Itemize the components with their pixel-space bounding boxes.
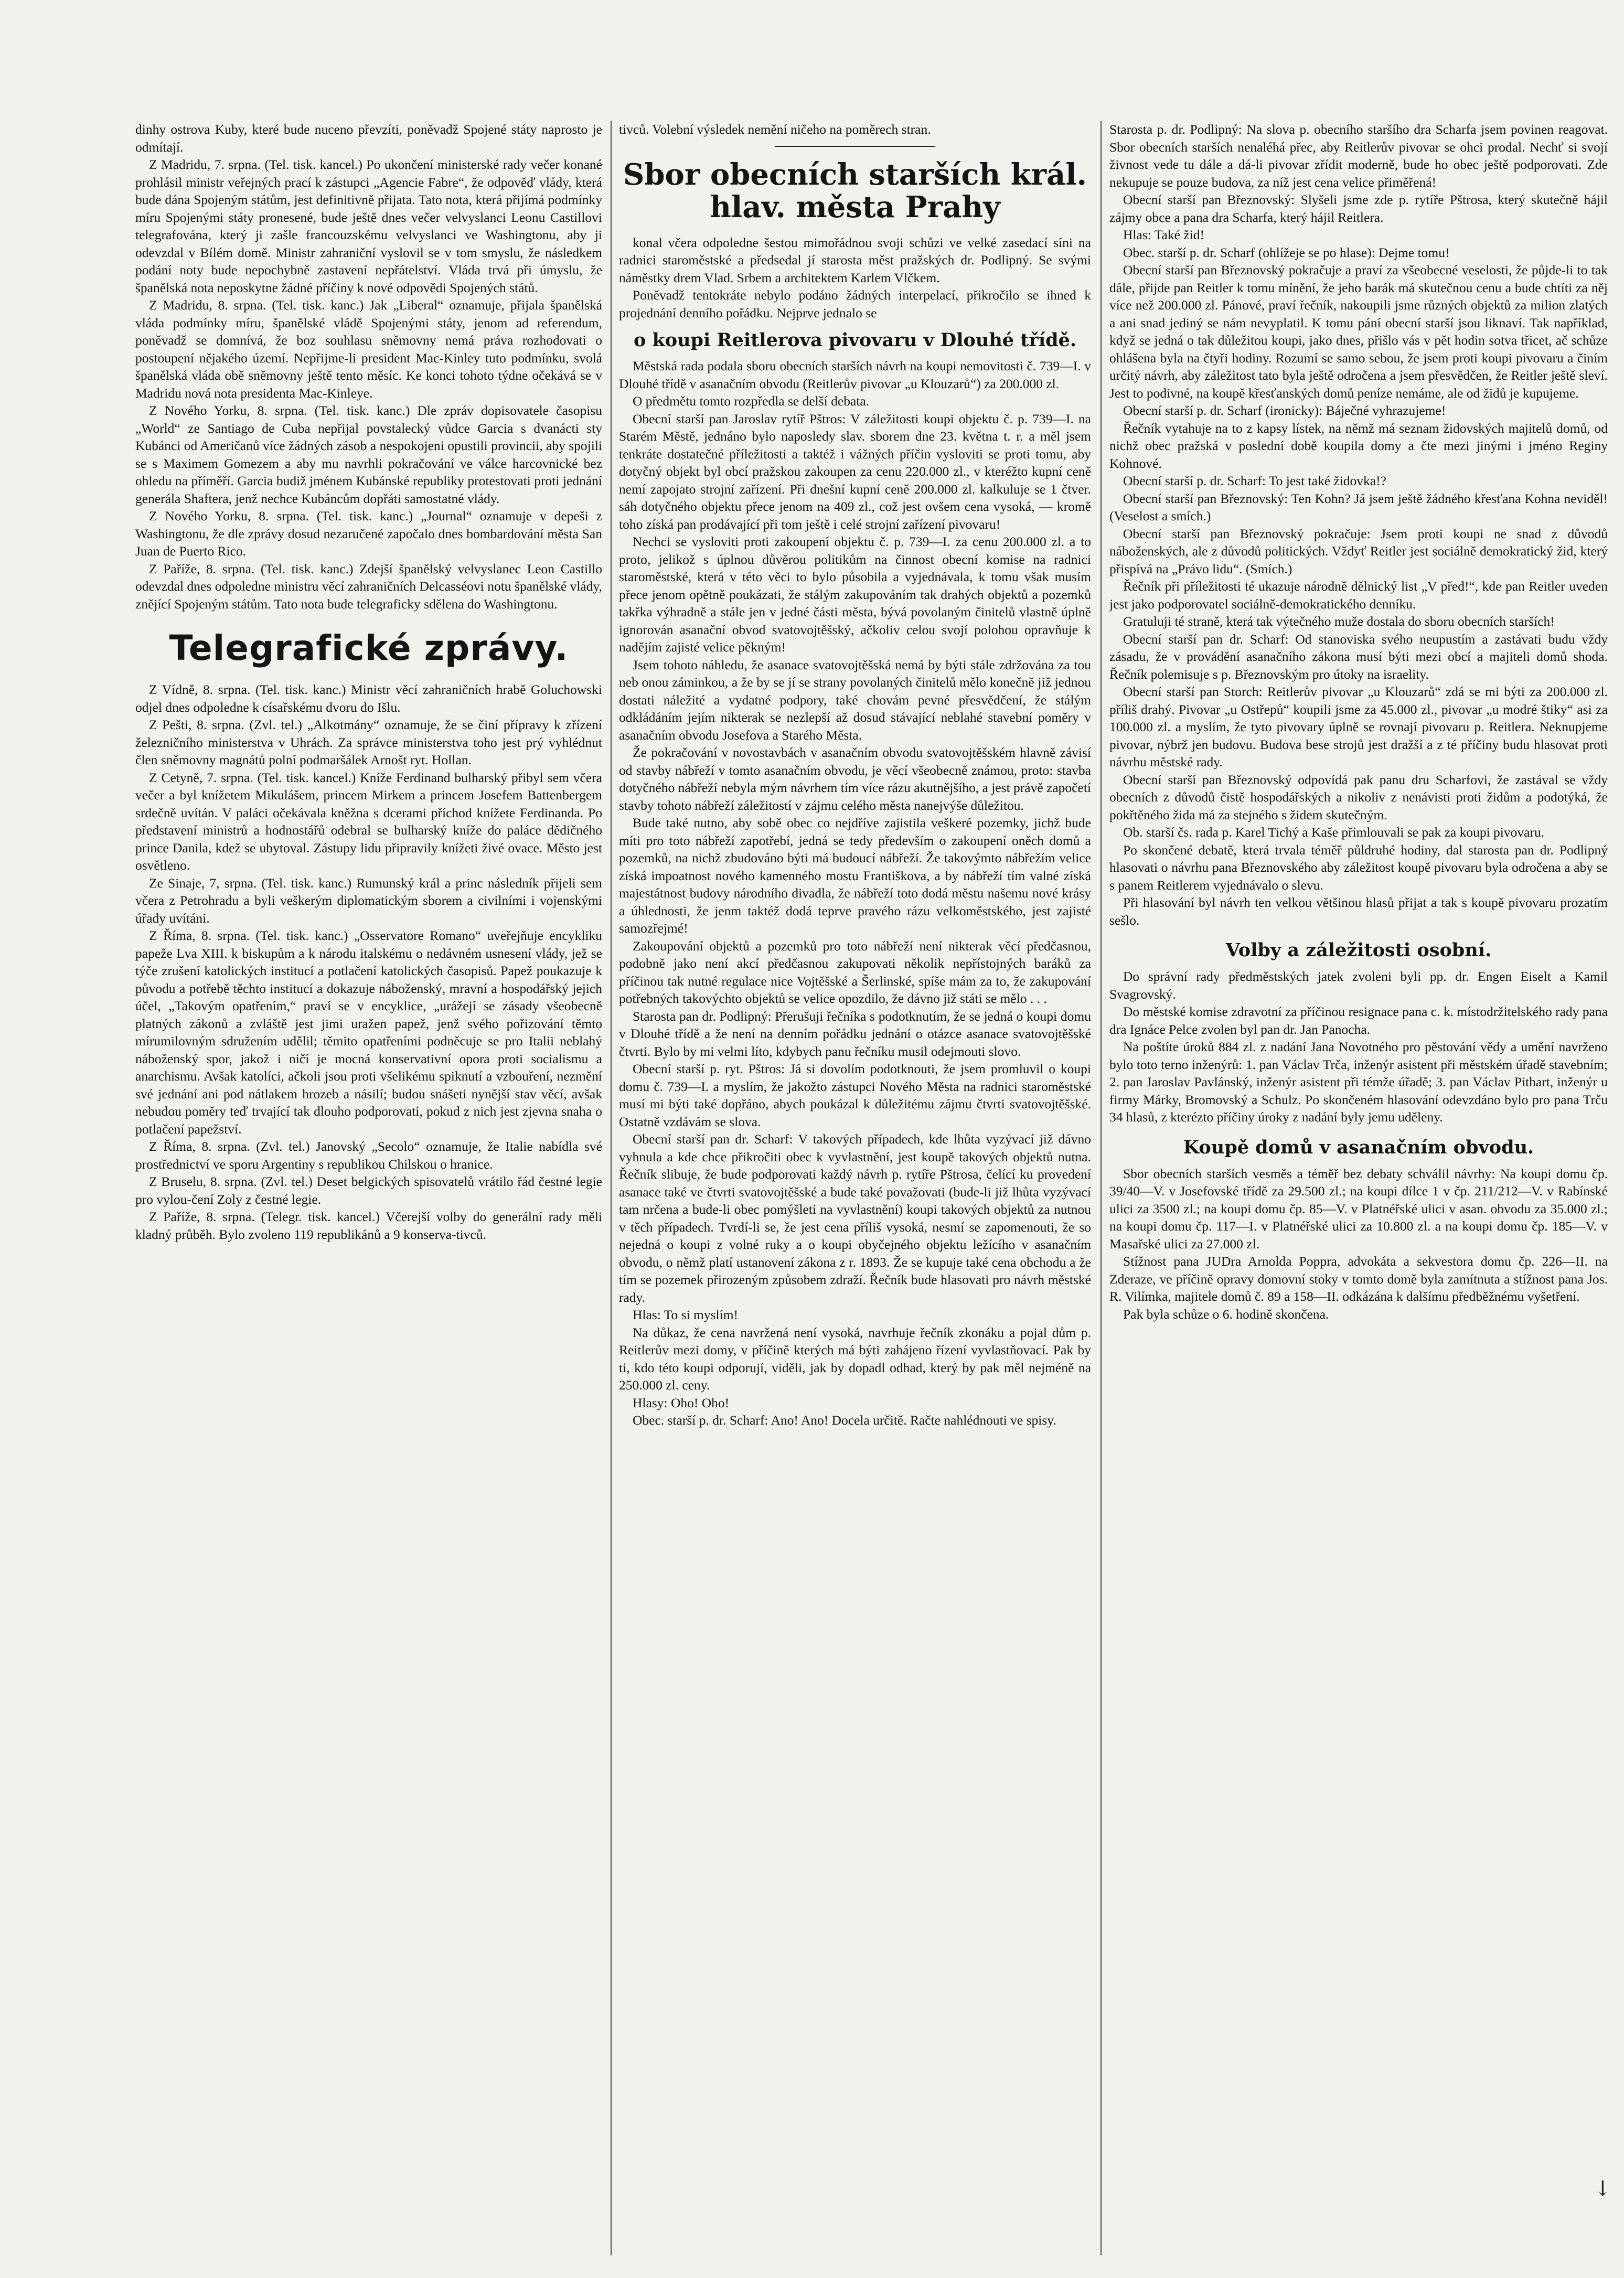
paragraph: Po skončené debatě, která trvala téměř půldruhé hodiny, dal starosta pan dr. Podlipný hlasovati o návrhu pana Březnovského aby záležitost koupě pivovaru byla odročena a aby se s panem Reitlerem vyjednávalo o slevu.: [1109, 842, 1608, 893]
paragraph: Obecní starší pan dr. Scharf: V takových případech, kde lhůta vyzývací již dávno vyhnula a kde chce přikročiti obec k vyvlastnění, jest koupě takových objektů nutna. Řečník slibuje, že bude podporovati každý návrh p. rytíře Pštrosa, čelící ku provedení asanace také ve čtvrti svatovojtěšské a bude také považovati (bude-li již lhůta vyzývací tam nrčena a bude-li obec pomýšleti na vyvlastnění) koupi takových objektů za nutnou v těch případech. Tvrdí-li se, že jest cena příliš vysoká, nesmí se zapomenouti, že so nejedná o koupi z volné ruky a o koupi obyčejného objektu ležícího v asanačním obvodu, o němž platí ustanovení zákona z r. 1893. Že se kupuje také cena obchodu a že tím se pozemek přirozeným způsobem zdraží. Řečník bude hlasovati pro návrh městské rady.: [619, 1131, 1091, 1305]
paragraph: Městská rada podala sboru obecních starších návrh na koupi nemovitosti č. 739—I. v Dlouhé třídě v asanačním obvodu (Reitlerův pivovar „u Klouzarů“) za 200.000 zl.: [619, 358, 1091, 391]
paragraph: Jsem tohoto náhledu, že asanace svatovojtěšská nemá by býti stále zdržována za tou neb onou záminkou, a že by se jí se strany povolaných činitelů mělo konečně již jednou dostati náležité a vydatné podpory, také chovám pevné přesvědčení, že stálým odkládáním jejím nikterak se nezlepší až dosud stávající neblahé stavební poměry v asanačním obvodu Josefova a Starého Města.: [619, 657, 1091, 743]
paragraph: Řečník vytahuje na to z kapsy lístek, na němž má seznam židovských majitelů domů, od nichž obec pražská v poslední době koupila domy a čte mezi jinými i jméno Reginy Kohnové.: [1109, 420, 1608, 471]
paragraph: Z Paříže, 8. srpna. (Telegr. tisk. kancel.) Včerejší volby do generální rady měli kladný průběh. Bylo zvoleno 119 republikánů a 9 konserva-tivců.: [135, 1209, 602, 1242]
paragraph: Obecní starší p. dr. Scharf (ironicky): Báječné vyhrazujeme!: [1123, 403, 1446, 418]
paragraph: Obecní starší pan Březnovský: Ten Kohn? Já jsem ještě žádného křesťana Kohna neviděl! (Veselost a smích.): [1109, 490, 1608, 523]
paragraph: Z Madridu, 8. srpna. (Tel. tisk. kanc.) Jak „Liberal“ oznamuje, přijala španělská vláda podmínky míru, španělské vládě Spojenými státy, jenom ad referendum, poněvadž se domnívá, že boz souhlasu sněmovny nemá práva rozhodovati o postoupení nějakého území. Nepřijme-li president Mac-Kinley tuto podmínku, svolá španělská vláda obě sněmovny ještě tento měsíc. Ke konci tohoto týdne očekává se v Madridu nová nota presidenta Mac-Kinleye.: [135, 297, 602, 401]
paragraph: Z Cetyně, 7. srpna. (Tel. tisk. kancel.) Kníže Ferdinand bulharský přibyl sem včera večer a byl knížetem Mikulášem, princem Mirkem a princem Josefem Battenbergem srdečně uvítán. V paláci očekávala kněžna s dcerami příchod knížete Ferdinanda. Po představení ministrů a hodnostářů odebral se bulharský kníže do paláce dědičného prince Danila, kdež se ubytoval. Zástupy lidu připravily knížeti živé ovace. Město jest osvětleno.: [135, 769, 602, 873]
paragraph: Z Madridu, 7. srpna. (Tel. tisk. kancel.) Po ukončení ministerské rady večer konané prohlásil ministr veřejných prací k zástupci „Agencie Fabre“, že odpověď vlády, která bude dána Spojeným státům, jest definitivně přijata. Tato nota, která přijímá podmínky míru Spojenými státy pronesené, bude ještě dnes večer velvyslanci Leonu Castillovi telegrafována, který ji zašle francouzskému velvyslanci ve Washingtonu, aby ji odevzdal v Bílém domě. Ministr zahraniční vyslovil se v tom smyslu, že následkem podání noty bude nepochybně zastavení nepřátelství. Vláda trvá při úmyslu, že španělská nota neposkytne žádné příčiny k nové odpovědi Spojených států.: [135, 157, 602, 295]
paragraph: Hlas: Také žid!: [1123, 227, 1204, 242]
paragraph: dinhy ostrova Kuby, které bude nuceno převzíti, poněvadž Spojené státy naprosto je odmítají.: [135, 122, 602, 155]
paragraph: Obecní starší pan Březnovský pokračuje a praví za všeobecné veselosti, že půjde-li to tak dále, přijde pan Reitler k tomu mínění, že jeho barák má skutečnou cenu a bude chtíti za něj více než 200.000 zl. Pánové, praví řečník, nakoupili jsme různých objektů za milion zlatých a ani snad jediný se nám nevyplatil. K tomu pání obecní starší jsou liknaví. Tak například, když se jedná o tak důležitou koupi, jako dnes, přišlo vás v pět hodin sotva třicet, ač schůze ohlášena byla na čtyři hodiny. Rozumí se samo sebou, že jsem proti koupi pivovaru a činím určitý návrh, aby záležitost tato byla ještě odročena a jsem přesvědčen, že Reitler ještě sleví. Jest to podivné, na koupě křesťanských domů peníze nemáme, ale od židů je kupujeme.: [1109, 262, 1608, 401]
paragraph: Stížnost pana JUDra Arnolda Poppra, advokáta a sekvestora domu čp. 226—II. na Zderaze, ve příčině opravy domovní stoky v tomto domě byla zamítnuta a stížnost pana Jos. R. Vilímka, majitele domů č. 89 a 158—II. odkázána k dalšímu předběžnému vyšetření.: [1109, 1254, 1608, 1304]
paragraph: Z Vídně, 8. srpna. (Tel. tisk. kanc.) Ministr věcí zahraničních hrabě Goluchowski odjel dnes odpoledne k císařskému dvoru do Išlu.: [135, 682, 602, 715]
paragraph: Z Nového Yorku, 8. srpna. (Tel. tisk. kanc.) Dle zpráv dopisovatele časopisu „World“ ze Santiago de Cuba nepřijal povstalecký vůdce Garcia s dvanácti sty Kubánci od Američanů více žádných zásob a nespokojeni opustili provincii, aby spojili se s Maximem Gomezem a aby mu navrhli pokračování ve válce harcovnické bez ohledu na příměří. Garcia budiž jménem Kubánské republiky protestovati proti jednání generála Shaftera, jenž nechce Kubáncům dopřáti samostatné vlády.: [135, 403, 602, 506]
column-middle: [619, 121, 1091, 2261]
paragraph: Starosta pan dr. Podlipný: Přerušuji řečníka s podotknutím, že se jedná o koupi domu v Dlouhé třídě a že není na denním pořádku jednání o otázce asanace svatovojtěšské čtvrti. Bylo by mi velmi líto, kdybych panu řečníku musil odejmouti slovo.: [619, 1008, 1091, 1059]
paragraph: Obecní starší pan dr. Scharf: Od stanoviska svého neupustím a zastávati budu vždy zásadu, že v provádění asanačního zákona musí býti mezi obcí a majiteli domů shoda. Řečník polemisuje s p. Březnovským pro útoky na israelity.: [1109, 631, 1608, 682]
paragraph: Poněvadž tentokráte nebylo podáno žádných interpelací, přikročilo se ihned k projednání denního pořádku. Nejprve jednalo se: [619, 287, 1091, 320]
paragraph: Při hlasování byl návrh ten velkou většinou hlasů přijat a tak s koupě pivovaru prozatím sešlo.: [1109, 895, 1608, 928]
paragraph: Z Nového Yorku, 8. srpna. (Tel. tisk. kanc.) „Journal“ oznamuje v depeši z Washingtonu, že dle zprávy dosud nezaručené započalo dnes bombardování města San Juan de Puerto Rico.: [135, 508, 602, 559]
paragraph: Obecní starší p. ryt. Pštros: Já si dovolím podotknouti, že jsem promluvil o koupi domu č. 739—I. a myslím, že jakožto zástupci Nového Města na radnici staroměstské musí mi býti také dopřáno, abych poukázal k důležitému zájmu čtvrti svatovojtěšské. Ostatně vzdávám se slova.: [619, 1061, 1091, 1129]
paragraph: Bude také nutno, aby sobě obec co nejdříve zajistila veškeré pozemky, jichž bude míti pro toto nábřeží zapotřebí, jedná se tedy především o zakoupení oněch domů a pozemků, na nichž zbudováno býti má budoucí nábřeží. Že takovýmto nábřežím velice získá impoatnost nového kamenného mostu Františkova, a by nábřeží tím valné získá majestátnost budovy národního divadla, že nábřeží toto dodá městu našemu nové krásy a úhlednosti, že jenm taktéž dodá teprve pravého rázu velkoměstského, jest zajisté samozřejmé!: [619, 815, 1091, 936]
article-heading-sbor: Sbor obecních starších král. hlav. města Prahy: [623, 157, 1087, 224]
paragraph: Zakoupování objektů a pozemků pro toto nábřeží není nikterak věcí předčasnou, podobně jako není akcí předčasnou zakupovati několik nepřístojných baráků za příčinou tak nutné regulace nice Vojtěšské a Šerlinské, spíše mám za to, že zakupování potřebných takovýchto objektů se velice opozdilo, že dávno již státi se mělo . . .: [619, 938, 1091, 1006]
paragraph: Obecní starší pan Březnovský: Slyšeli jsme zde p. rytíře Pštrosa, který skutečně hájil zájmy obce a pana dra Scharfa, který hájil Reitlera.: [1109, 192, 1608, 225]
paragraph: Z Říma, 8. srpna. (Tel. tisk. kanc.) „Osservatore Romano“ uveřejňuje encykliku papeže Lva XIII. k biskupům a k národu italskému o nedávném usnesení vlády, jež se týče zrušení katolických institucí a potlačení katolických časopisů. Papež poukazuje k původu a potřebě těchto institucí a dokazuje náboženský, mravní a hospodářský jejich účel, „Takovým opatřením,“ praví se v encyklice, „urážejí se zásady všeobecně platných zákonů a zvláště jest jimi uražen papež, jenž svého pořizování těmto mírumilovným sdružením udělil; těmito opatřeními podněcuje se pro Italii neblahý náboženský spor, jakož i ničí je mocná konservativní opora proti socialismu a anarchismu. Avšak katolíci, ačkoli jsou proti všelikému spiknutí a vzbouření, nezmění své jednání ani pod nátlakem hrozeb a násilí; budou snášeti nynější stav věcí, avšak nebudou poměry teď trvající tak dlouho podporovati, pokud z nich jest zjevna snaha o potlačení papežství.: [135, 928, 602, 1137]
paragraph: Obecní starší p. dr. Scharf: To jest také židovka!?: [1123, 473, 1386, 488]
paragraph: Obec. starší p. dr. Scharf (ohlížeje se po hlase): Dejme tomu!: [1123, 244, 1450, 260]
paragraph: konal včera odpoledne šestou mimořádnou svoji schůzi ve velké zasedací síni na radnici staroměstské a předsedal jí starosta měst pražských dr. Podlipný. Se svými náměstky drem Vlad. Srbem a architektem Karlem Vlčkem.: [619, 234, 1091, 285]
paragraph: Ze Sinaje, 7, srpna. (Tel. tisk. kanc.) Rumunský král a princ následník přijeli sem včera z Petrohradu a byli veškerým diplomatickým sborem a civilními i vojenskými úřady uvítáni.: [135, 875, 602, 926]
paragraph: Starosta p. dr. Podlipný: Na slova p. obecního staršího dra Scharfa jsem povinen reagovat. Sbor obecních starších nenaléhá přec, aby Reitlerův pivovar se ohci prodal. Nechť si svojí živnost vede tu dále a dá-li pivovar zřídit moderně, bude ho obec ještě podporovati. Zde nekupuje se pouze budova, za níž jest cena velice přiměřená!: [1109, 122, 1608, 190]
column-divider: [611, 121, 612, 2255]
paragraph: Z Říma, 8. srpna. (Zvl. tel.) Janovský „Secolo“ oznamuje, že Italie nabídla své prostřednictví ve sporu Argentiny s republikou Chilskou o hranice.: [135, 1139, 602, 1172]
paragraph: Z Pešti, 8. srpna. (Zvl. tel.) „Alkotmány“ oznamuje, že se činí přípravy k zřízení železničního ministerstva v Uhrách. Za správce ministerstva toho jest prý vyhlédnut člen sněmovny magnátů polní podmaršálek Arnošt ryt. Hollan.: [135, 717, 602, 767]
paragraph: tivců. Volební výsledek nemění ničeho na poměrech stran.: [619, 122, 931, 137]
separator-rule: [775, 146, 935, 147]
continuation-arrow-icon: ↓: [1594, 2177, 1611, 2201]
paragraph: Ob. starší čs. rada p. Karel Tichý a Kaše přimlouvali se pak za koupi pivovaru.: [1123, 825, 1545, 840]
paragraph: Gratuluji té straně, která tak výtečného muže dostala do sboru obecních starších!: [1123, 614, 1555, 629]
paragraph: Sbor obecních starších vesměs a téměř bez debaty schválil návrhy: Na koupi domu čp. 39/40—V. v Josefovské třídě za 29.500 zl.; na koupi dílce 1 v čp. 211/212—V. v Rabínské ulici za 3500 zl.; na koupi domu čp. 85—V. v Platnéřské ulici v asan. obvodu za 35.000 zl.; na koupi domu čp. 117—I. v Platnéřské ulici za 10.800 zl. a na koupi domu čp. 185—V. v Masařské ulici za 27.000 zl.: [1109, 1165, 1608, 1252]
paragraph: Hlas: To si myslím!: [633, 1307, 739, 1322]
paragraph: Nechci se vysloviti proti zakoupení objektu č. p. 739—I. za cenu 200.000 zl. a to proto, jelikož s úplnou důvěrou politikům na činnost obecní komise na radnici staroměstské, která v této věci to bylo působila a vyjednávala, k tomu však musím přece jenom opětně poukázati, že stálým zakupováním tak drahých objektů a pozemků takřka výhradně a stále jen v jedné části města, bývá povolaným činitelů vlastně úplně ignorován asanační obvod svatovojtěšský, ačkoliv celou svojí polohou opravňuje k nadějím zajisté velice pěkným!: [619, 534, 1091, 655]
paragraph: Pak byla schůze o 6. hodině skončena.: [1123, 1306, 1329, 1322]
paragraph: Obecní starší pan Jaroslav rytíř Pštros: V záležitosti koupi objektu č. p. 739—I. na Starém Městě, jednáno bylo naposledy slav. sborem dne 23. května t. r. a měl jsem tenkráte dostatečné příležitosti a taktéž i vážných příčin vysloviti se proti tomu, aby dotyčný objekt byl obcí pražskou zakoupen za cenu 220.000 zl., v kteréžto kupní ceně nemí zapojato strojní zařízení. Při dnešní kupní ceně 200.000 zl. kalkuluje se 1 čtver. sáh dotyčného objektu přece jenom na 409 zl., což jest ovšem cena vysoká, — kromě toho získá pan prodávající při tom ještě i celé strojní zařízení pivovaru!: [619, 411, 1091, 532]
paragraph: Na poštíte úroků 884 zl. z nadání Jana Novotného pro pěstování vědy a umění navrženo bylo toto terno inženýrů: 1. pan Václav Trča, inženýr asistent při městském úřadě stavebním; 2. pan Jaroslav Pavlánský, inženýr asistent při témže úřadě; 3. pan Václav Pithart, inženýr u firmy Márky, Bromovský a Schulz. Po skončeném hlasování odevzdáno bylo pro pana Trču 34 hlasů, z kterézto příčiny úroky z nadání byly jemu uděleny.: [1109, 1039, 1608, 1125]
paragraph: Obecní starší pan Březnovský odpovídá pak panu dru Scharfovi, že zastával se vždy obecních z důvodů čistě hospodářských a nikoliv z nenávisti proti židům a podotýká, že pokřtěného žida má za stejného s židem skutečným.: [1109, 772, 1608, 822]
section-heading-koupe: Koupě domů v asanačním obvodu.: [1183, 1136, 1534, 1158]
paragraph: Obecní starší pan Storch: Reitlerův pivovar „u Klouzarů“ zdá se mi býti za 200.000 zl. příliš drahý. Pivovar „u Ostřepů“ koupili jsme za 45.000 zl., pivovar „u modré štiky“ asi za 100.000 zl. a myslím, že tyto pivovary úplně se rovnají pivovaru p. Reitlera. Neknupjeme pivovar, nýbrž jen budovu. Budova bese strojů jest dražší a z té příčiny budu hlasovat proti návrhu městské rady.: [1109, 684, 1608, 769]
paragraph: Obec. starší p. dr. Scharf: Ano! Ano! Docela určitě. Račte nahlédnouti ve spisy.: [633, 1413, 1056, 1428]
paragraph: Že pokračování v novostavbách v asanačním obvodu svatovojtěšském hlavně závisí od stavby nábřeží v tomto asanačním obvodu, je věcí všeobecně známou, proto: stavba dotyčného nábřeží nebyla mým návrhem tím více rázu akutnějšího, a jest právě započetí stavby tohoto nábřeží záležitostí v zájmu celého města nanejvýše důležitou.: [619, 745, 1091, 813]
paragraph: Z Paříže, 8. srpna. (Tel. tisk. kanc.) Zdejší španělský velvyslanec Leon Castillo odevzdal dnes odpoledne ministru věcí zahraničních Delcasséovi notu španělské vlády, znějící Spojeným státům. Tato nota bude telegraficky sdělena do Washingtonu.: [135, 561, 602, 612]
paragraph: Z Bruselu, 8. srpna. (Zvl. tel.) Deset belgických spisovatelů vrátilo řád čestné legie pro vylou-čení Zoly z čestné legie.: [135, 1174, 602, 1207]
paragraph: O předmětu tomto rozpředla se delší debata.: [633, 393, 870, 409]
paragraph: Do správní rady předměstských jatek zvoleni byli pp. dr. Engen Eiselt a Kamil Svagrovský.: [1109, 969, 1608, 1002]
section-heading-telegraf: Telegrafické zprávy.: [169, 628, 569, 668]
paragraph: Obecní starší pan Březnovský pokračuje: Jsem proti koupi ne snad z důvodů náboženských, ale z důvodů politických. Vždyť Reitler jest sociálně demokratický žid, který přispívá na „Právo lidu“. (Smích.): [1109, 526, 1608, 576]
paragraph: Řečník při příležitosti té ukazuje národně dělnický list „V před!“, kde pan Reitler uveden jest jako podporovatel sociálně-demokratického denníku.: [1109, 579, 1608, 612]
paragraph: Do městské komise zdravotní za příčinou resignace pana c. k. místodržitelského rady pana dra Ignáce Pelce zvolen byl pan dr. Jan Panocha.: [1109, 1004, 1608, 1037]
section-heading-volby: Volby a záležitosti osobní.: [1225, 939, 1492, 961]
column-divider: [1101, 121, 1102, 2255]
paragraph: Hlasy: Oho! Oho!: [633, 1395, 730, 1410]
paragraph: Na důkaz, že cena navržená není vysoká, navrhuje řečník zkonáku a pojal dům p. Reitlerův mezi domy, v příčině kterých má býti zahájeno řízení vyvlastňovací. Pak by ti, kdo této koupi odporují, viděli, jak by dopadl odhad, který by pak měl nejméně na 250.000 zl. ceny.: [619, 1324, 1091, 1393]
column-right: [1109, 121, 1608, 2261]
subheading-koupi-pivovaru: o koupi Reitlerova pivovaru v Dlouhé třídě.: [633, 329, 1077, 351]
column-left: [135, 121, 602, 2261]
